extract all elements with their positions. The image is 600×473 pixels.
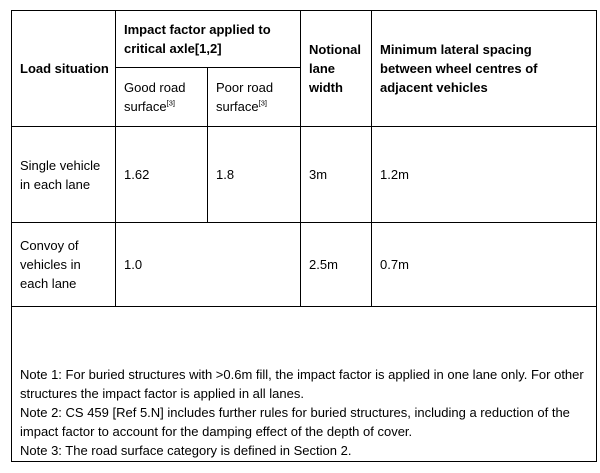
cell-lane-width: 2.5m	[301, 223, 372, 307]
cell-load-situation	[12, 127, 116, 223]
header-min-spacing-line3: adjacent vehicles	[380, 80, 488, 95]
header-min-lateral-spacing	[372, 11, 597, 127]
header-min-spacing-line1: Minimum lateral spacing	[380, 42, 532, 57]
footnote-ref-3-poor: [3]	[258, 98, 267, 108]
header-row	[12, 11, 597, 68]
header-notional-line3: width	[309, 80, 343, 95]
note-2: Note 2: CS 459 [Ref 5.N] includes further rules for buried structures, including a reduction of the impact factor to account for the damping effect of the depth of cover.	[20, 405, 570, 439]
cell-impact-factor-value: 1.0	[116, 223, 301, 307]
table-row	[12, 127, 597, 223]
notes-row	[12, 307, 597, 462]
header-load-situation-text: Load situation	[20, 61, 109, 76]
cell-load-situation	[12, 223, 116, 307]
cell-min-spacing: 0.7m	[372, 223, 597, 307]
header-notional-line2: lane	[309, 61, 336, 76]
header-poor-road-surface	[208, 68, 301, 127]
convoy-line2: vehicles in	[20, 257, 81, 272]
table-row	[12, 223, 597, 307]
cell-lane-width: 3m	[301, 127, 372, 223]
header-notional-lane-width	[301, 11, 372, 127]
header-load-situation	[12, 11, 116, 127]
cell-poor-road-value: 1.8	[208, 127, 301, 223]
header-impact-factor	[116, 11, 301, 68]
header-notional-line1: Notional	[309, 42, 362, 57]
header-impact-factor-line1: Impact factor applied to	[124, 22, 271, 37]
header-poor-road-line1: Poor road	[216, 80, 274, 95]
single-vehicle-line1: Single vehicle	[20, 157, 101, 173]
header-good-road-line1: Good road	[124, 80, 186, 95]
load-situation-table-container	[11, 10, 596, 469]
header-min-spacing-line2: between wheel centres of	[380, 61, 538, 76]
single-vehicle-line2: in each lane	[20, 176, 91, 192]
header-impact-factor-line2: critical axle[1,2]	[124, 41, 222, 56]
footnote-ref-3-good: [3]	[166, 98, 175, 108]
header-good-road-surface	[116, 68, 208, 127]
header-poor-road-line2: surface	[216, 99, 259, 114]
note-1: Note 1: For buried structures with >0.6m fill, the impact factor is applied in one lane only. For other structures the impact factor is applied in all lanes.	[20, 367, 584, 401]
cell-good-road-value: 1.62	[116, 127, 208, 223]
note-3: Note 3: The road surface category is defined in Section 2.	[20, 443, 352, 458]
header-good-road-line2: surface	[124, 99, 167, 114]
cell-min-spacing: 1.2m	[372, 127, 597, 223]
convoy-line1: Convoy of	[20, 238, 79, 253]
convoy-line3: each lane	[20, 276, 77, 291]
load-situation-table	[11, 10, 597, 462]
notes-cell	[12, 307, 597, 462]
